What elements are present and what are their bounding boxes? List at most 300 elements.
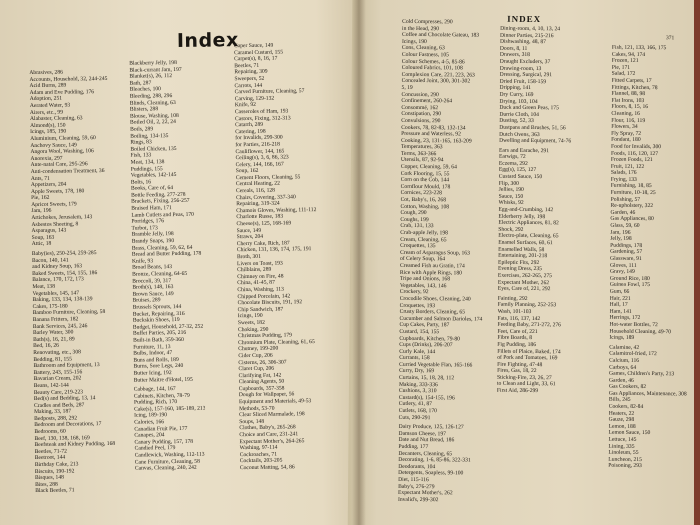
index-entry: Sticking-Fire, 23, 26, 27: [497, 374, 552, 382]
index-entry: Cons, Cleaning, 63: [401, 45, 445, 52]
index-entry: Jellies, 190: [498, 186, 524, 194]
index-entry: Bolts, 16: [130, 179, 152, 186]
index-entry: Dwelling and Equipment, 74-76: [499, 137, 572, 145]
index-entry: Colour Schemes, 4-5, 85-86: [401, 58, 465, 65]
index-entry: Eyes, Care of, 221, 292: [497, 285, 551, 293]
index-entry: Cisterns, 26, 306-307: [238, 358, 287, 366]
index-entry: Calcium, 116: [609, 357, 640, 364]
index-entry: Constipation, 290: [401, 111, 442, 118]
index-entry: Coughs, 199: [400, 216, 429, 223]
index-entry: Coconut Matting, 54, 86: [239, 464, 295, 472]
index-entry: Lining, 335: [608, 443, 635, 450]
index-entry: Expectant Mother's, 264-265: [239, 437, 305, 445]
index-entry: Pressure and Waterless, 92: [401, 130, 461, 138]
index-entry: Baked Sweets, 154, 155, 186: [32, 269, 98, 277]
index-entry: Repairing, 309: [234, 69, 268, 76]
index-entry: Attic, 18: [31, 241, 52, 248]
index-entry: Anti-condensation Treatment, 36: [30, 167, 105, 175]
index-entry: Cakes, 94, 174: [611, 51, 646, 58]
index-entry: Fish, 133: [130, 152, 152, 159]
index-entry: Curtains, 15, 18, 28, 112: [398, 374, 455, 382]
index-entry: Asbestos Sheeting, 8: [31, 221, 79, 228]
index-entry: Vegetables, 145, 147: [32, 289, 80, 297]
index-entry: Exercises, 262-265, 275: [497, 272, 553, 280]
index-entry: Burns, Sore Legs, 240: [133, 363, 184, 370]
index-entry: Curly Kale, 144: [399, 348, 436, 355]
index-entry: Bucket, Repairing, 316: [132, 310, 185, 318]
index-entry: Earwigs, 72: [498, 153, 526, 161]
index-entry: Curry, Dry, 169: [399, 368, 435, 375]
index-entry: Enamelled Walls, 58: [498, 246, 545, 253]
index-entry: Beetles, 71: [234, 62, 260, 69]
index-entry: Barley Water, 300: [32, 329, 74, 337]
index-entry: Cups (Drinks), 206-207: [399, 341, 453, 349]
index-entry: Anchovy Sauce, 149: [30, 141, 77, 149]
index-entry: Clothes, Baby's, 265-268: [239, 424, 296, 432]
index-entry: Cookers, 82-84: [608, 403, 644, 411]
index-column-4: [398, 19, 485, 504]
index-entry: Built-in Bath, 359-360: [133, 336, 184, 344]
index-entry: Cider Cup, 206: [238, 352, 273, 360]
index-entry: Doors, 8, 11: [499, 45, 528, 52]
index-entry: Luncheon, 215: [608, 456, 642, 463]
index-entry: Battery, 243, 155-156: [33, 369, 83, 376]
index-entry: Soup, 162: [235, 168, 259, 175]
index-entry: Butter Maitre d'Hotel, 195: [133, 376, 193, 384]
index-entry: Jelly, 198: [610, 235, 632, 243]
index-entry: Soup, 163: [31, 234, 55, 241]
index-entry: Calamine, 42: [609, 344, 640, 351]
index-entry: Cushions, 3, 310: [398, 388, 437, 395]
index-entry: Dinner Parties, 215-216: [499, 32, 554, 39]
index-entry: Invalid's, 299-302: [397, 496, 439, 503]
index-entry: Furniture, 10-18, 25: [610, 189, 656, 197]
index-entry: Gardening, 57: [610, 249, 643, 256]
index-entry: Appetizers, 204: [30, 181, 67, 189]
index-entry: Dining-room, 4, 10, 13, 24: [500, 25, 561, 33]
index-entry: Games, Children's Party, 213: [609, 370, 675, 378]
index-entry: Durrie Cloth, 104: [499, 111, 539, 118]
index-entry: Bills, 245: [608, 397, 631, 404]
index-entry: Cream of Asparagus Soup, 163: [400, 249, 470, 257]
index-entry: Bath(s), 16, 21, 89: [33, 336, 75, 343]
index-entry: Canadian Fruit Pie, 177: [134, 425, 188, 433]
index-entry: Temperatures, 363: [401, 144, 443, 151]
index-entry: Custard(s), 154-155, 196: [398, 394, 455, 402]
index-entry: Dripping, 141: [499, 85, 531, 92]
page-title: Index: [176, 29, 239, 52]
index-entry: Claret Cup, 206: [238, 365, 275, 373]
index-entry: Candied Peel, 179: [134, 445, 176, 453]
index-entry: Cabinets, Kitchen, 78-79: [133, 392, 190, 400]
index-entry: Fillets of Plaice, Baked, 174: [497, 348, 561, 355]
index-entry: Fires, Gas, 18, 22: [497, 367, 537, 375]
right-page: [348, 0, 700, 525]
index-entry: Carboys, 64: [609, 364, 637, 371]
index-entry: Cupboards, Kitchen, 79-80: [399, 335, 460, 342]
index-entry: Feet, Care of, 221: [497, 328, 538, 335]
index-entry: Braised Ham, 171: [131, 205, 172, 212]
index-entry: Expectant Mother, 262: [497, 279, 550, 286]
index-column-5: [497, 26, 572, 395]
index-entry: Cakes, 175-180: [32, 303, 68, 310]
index-entry: Chip Sandwich, 187: [237, 306, 284, 313]
index-entry: Cold Compresses, 290: [402, 18, 453, 26]
index-entry: Cork Flooring, 15, 55: [400, 170, 450, 177]
index-entry: Fibre Boards, 8: [497, 335, 533, 342]
index-entry: Rice with Apple Rings, 180: [399, 269, 462, 276]
index-entry: Garden, 46: [610, 209, 636, 216]
index-entry: Banana Fritters, 182: [32, 316, 79, 324]
index-entry: Dough for Wallpaper, 56: [238, 391, 295, 399]
index-entry: Cupboards, 357-358: [238, 385, 285, 393]
index-entry: Enamel Surfaces, 60, 61: [498, 239, 553, 247]
index-entry: Chromium Plate, Cleaning, 61, 65: [238, 338, 315, 346]
index-entry: Dustpans and Brushes, 51, 56: [499, 124, 566, 132]
index-entry: Abrasives, 286: [29, 69, 63, 77]
index-entry: Cuts, 290-291: [398, 414, 431, 421]
index-entry: Concussion, 290: [401, 91, 439, 98]
index-entry: Dried Fruit, 158-159: [499, 78, 547, 85]
index-entry: Lettuce, 145: [608, 436, 637, 443]
index-entry: Bleaches, 100: [129, 86, 162, 94]
index-entry: Renovating, etc., 308: [33, 349, 81, 356]
index-entry: Lemon, 188: [608, 423, 636, 430]
index-entry: Apple Sweets, 178, 180: [30, 187, 85, 195]
index-entry: Eczema, 292: [498, 160, 528, 167]
index-entry: Epileptic Fits, 292: [498, 259, 540, 266]
index-entry: Cereals, 116, 128: [235, 187, 276, 195]
index-entry: Butter Icing, 192: [133, 370, 172, 377]
index-entry: Acid Burns, 289: [29, 82, 67, 90]
index-entry: Buffet Parties, 205, 216: [132, 330, 187, 337]
index-entry: Fire Fighting, 47-48: [497, 361, 543, 368]
index-entry: Choice and Care, 231-241: [239, 431, 299, 439]
index-entry: Expectant Mother's, 262: [397, 490, 453, 497]
index-entry: Cake(s), 157-160, 185-189, 213: [134, 405, 206, 413]
index-entry: Fruit, 121, 122: [610, 163, 645, 170]
index-entry: Adoption, 251: [29, 95, 63, 103]
index-entry: Egg-and-Crumbing, 142: [498, 206, 554, 214]
index-entry: Ham, 141: [609, 308, 632, 315]
index-entry: Complexion Care, 221, 223, 263: [401, 71, 475, 79]
index-entry: Soups, 148: [239, 418, 265, 426]
index-entry: Bleeding, 288, 296: [129, 93, 173, 100]
index-entry: Cabbage, 144, 167: [133, 386, 176, 393]
index-entry: Bites, 288: [35, 481, 58, 488]
book-gutter: [352, 0, 366, 525]
index-entry: Bathroom and Equipment, 13: [33, 362, 100, 370]
index-entry: Chocolate Biscuits, 191, 192: [237, 299, 303, 307]
index-entry: Crab, 131, 133: [400, 223, 434, 230]
index-entry: Sauce, 150: [498, 193, 524, 200]
index-entry: Cotton, Washing, 108: [400, 203, 450, 210]
index-entry: Apricot Sweets, 179: [31, 201, 77, 208]
index-entry: Baby(ies), 250-254, 259-285: [31, 250, 97, 258]
index-entry: Drawing-room, 13: [499, 65, 542, 72]
index-entry: Balance, 170, 172, 173: [32, 276, 84, 284]
index-entry: Chamois Gloves, Washing, 111-112: [236, 206, 317, 215]
index-entry: Blanket(s), 26, 112: [129, 73, 173, 80]
index-entry: Cane Furniture, Cleaning, 58: [134, 458, 200, 466]
index-entry: Beans, 142-144: [33, 382, 69, 389]
index-entry: Cookers, 78, 82-83, 132-134: [401, 124, 466, 131]
index-entry: Ants, 71: [30, 175, 50, 182]
index-entry: Chutney, 199-200: [238, 345, 279, 353]
index-entry: Black Beetles, 71: [35, 487, 75, 495]
index-entry: Date and Nut Bread, 186: [398, 437, 455, 444]
index-entry: Colour Fastness, 105: [401, 51, 449, 59]
index-entry: Bulbs, Indoor, 47: [133, 350, 173, 357]
index-entry: Furniture, 11, 13: [133, 343, 171, 351]
index-entry: Dutch Ovens, 363: [499, 131, 540, 138]
index-entry: Cradles and Beds, 287: [33, 402, 85, 409]
index-entry: Foods, 116, 120, 127: [610, 150, 659, 157]
index-entry: Chicken, 131, 136, 174, 175, 191: [236, 246, 312, 254]
index-entry: Glassware, 91: [610, 255, 642, 262]
index-entry: Cocktails, 203-205: [239, 457, 283, 465]
index-entry: Blackberry Jelly, 198: [129, 59, 177, 67]
index-entry: Pudding, Rich, 170: [133, 399, 178, 406]
index-entry: Cleaning, 16: [611, 110, 640, 117]
index-entry: Cement Floors, Cleaning, 55: [235, 174, 301, 182]
index-entry: Utensils, 87, 92-94: [400, 157, 444, 164]
index-entry: Fats, 116, 137, 142: [497, 315, 541, 322]
index-entry: Damson Cheese, 197: [398, 430, 446, 438]
index-entry: Detergents, Soapless, 99-100: [398, 470, 464, 477]
index-entry: Clarifying Fat, 142: [238, 372, 282, 379]
index-entry: Wash, 101-103: [497, 308, 532, 315]
index-entry: Cockroaches, 71: [239, 451, 278, 458]
index-entry: of Celery Soup, 164: [400, 256, 446, 263]
index-entry: Poisoning, 293: [608, 463, 642, 470]
index-entry: Crab-apple Jelly, 198: [400, 229, 448, 237]
index-entry: Cutlets, 168, 170: [398, 407, 437, 415]
index-entry: Tripe and Onions, 168: [399, 276, 451, 283]
index-entry: Ante-natal Care, 295-296: [30, 161, 88, 169]
index-entry: Fittings, Kitchen, 78: [611, 84, 658, 91]
index-entry: China, 41-45, 87: [237, 280, 275, 287]
index-entry: Croquettes, 193: [399, 302, 436, 309]
index-entry: Convulsions, 290: [401, 117, 441, 125]
index-entry: Cup Cakes, Party, 187: [399, 322, 450, 329]
index-entry: Draught Excluders, 37: [499, 58, 551, 66]
index-column-6: [608, 45, 690, 471]
index-entry: Canary Pudding, 157, 178: [134, 438, 194, 446]
index-entry: Almond(s), 150: [30, 122, 66, 129]
index-entry: Electric Appliances, 81, 82: [498, 219, 559, 227]
index-entry: Knife, 92: [234, 102, 256, 109]
index-entry: Cutlery, 41, 87: [398, 401, 433, 408]
index-entry: Diet, 115-116: [398, 476, 429, 484]
index-entry: Broth(s), 148, 163: [132, 284, 174, 291]
index-entry: Charlotte Russe, 183: [236, 213, 284, 221]
index-entry: Fish, 121, 133, 166, 175: [611, 44, 667, 52]
index-entry: Casseroles of Ham, 193: [234, 108, 289, 116]
index-entry: Decanters, Cleaning, 65: [398, 450, 453, 457]
index-entry: Carved Furniture, Cleaning, 57: [234, 88, 305, 96]
index-entry: Elderberry Jelly, 198: [498, 213, 546, 220]
index-entry: Cheese(s), 125, 168-169: [236, 220, 292, 228]
index-entry: Chimney on Fire, 48: [237, 273, 284, 280]
index-entry: Broth, 301: [236, 253, 261, 261]
index-entry: Pie, 162: [31, 195, 50, 202]
index-entry: Frozen Foods, 121: [610, 156, 653, 164]
index-entry: Repairing, 319-324: [236, 200, 280, 208]
index-entry: Bed, 16, 26: [33, 343, 59, 350]
index-entry: Flannel, 88, 98: [611, 90, 646, 98]
index-entry: Bank Services, 245, 246: [32, 322, 88, 330]
index-entry: Icings, 190: [401, 38, 427, 45]
index-entry: Boiled Chicken, 135: [130, 145, 177, 153]
index-entry: Cough, 290: [400, 210, 427, 217]
index-entry: Cauliflower, 144, 165: [235, 148, 285, 155]
index-entry: Beefsteak and Kidney Pudding, 168: [34, 441, 116, 449]
index-entry: Fig Pudding, 186: [497, 341, 537, 348]
index-entry: Blouse, Washing, 108: [129, 112, 179, 120]
index-entry: Budget, Household, 27-32, 252: [132, 323, 204, 331]
index-entry: Terms, 363-366: [400, 150, 437, 158]
index-entry: Jam, 196: [610, 229, 631, 236]
index-entry: Bramble Jelly, 198: [131, 231, 174, 239]
index-entry: Washing, 97-114: [239, 444, 278, 452]
index-entry: Gloves, 111: [609, 262, 637, 269]
index-entry: Cornflour Mould, 178: [400, 183, 451, 191]
index-entry: Coffee and Chocolate Gateau, 183: [401, 32, 480, 39]
index-entry: Blisters, 288: [129, 106, 159, 113]
index-entry: Brass, Cleaning, 59, 62, 64: [131, 244, 193, 252]
index-entry: Lemon Sauce, 150: [608, 430, 651, 437]
index-entry: Livers on Toast, 193: [236, 260, 283, 267]
index-entry: Bed(s) and Bedding, 13, 14: [33, 395, 96, 403]
index-entry: First Aid, 286-299: [496, 387, 539, 395]
index-entry: Evening Dress, 235: [497, 266, 542, 273]
index-entry: Choking, 290: [237, 326, 269, 333]
index-entry: Aerated Water, 93: [29, 102, 71, 110]
index-entry: Decorating, 1-6, 85-86, 322-331: [398, 457, 471, 464]
index-entry: Entertaining, 201-218: [498, 252, 548, 260]
index-entry: China, Washing, 113: [237, 286, 284, 294]
index-entry: Bedroom and Decorations, 17: [34, 421, 102, 429]
index-entry: Guinea Fowl, 175: [609, 282, 651, 289]
index-entry: Flowers, 34: [611, 123, 638, 131]
index-entry: Hair, 221: [609, 295, 631, 302]
index-entry: Bacon, 140, 141: [31, 257, 69, 264]
index-entry: Alabaster, Cleaning, 63: [29, 115, 83, 123]
index-entry: Glass, 59, 60: [610, 222, 640, 229]
index-entry: Food for Invalids, 300: [611, 143, 662, 151]
running-header: INDEX: [507, 13, 542, 25]
index-entry: Concealed Joint, 300, 301-302: [401, 78, 471, 85]
index-entry: Hall, 17: [609, 301, 628, 309]
index-entry: Bamboo Furniture, Cleaning, 58: [32, 309, 106, 317]
index-entry: Polishing, 57: [610, 196, 641, 203]
index-entry: Canapes, 204: [134, 432, 165, 439]
index-entry: Vegetables, 142-145: [130, 172, 177, 179]
index-column-2: [129, 60, 206, 473]
index-entry: Artichokes, Jerusalem, 143: [31, 214, 93, 222]
index-entry: Cleaning Agents, 50: [238, 378, 285, 386]
index-entry: Canvas, Cleaning, 240, 242: [134, 464, 197, 472]
index-entry: Chilblains, 289: [237, 266, 272, 274]
index-entry: Celery, 144, 166, 167: [235, 161, 284, 168]
index-entry: and Kidney Soup, 163: [32, 263, 83, 271]
index-entry: Brackets, Fixing, 256-257: [131, 198, 190, 206]
index-entry: Making, 333-336: [398, 381, 438, 388]
index-entry: Porridges, 176: [131, 218, 165, 225]
index-entry: Bread and Butter Pudding, 178: [131, 250, 202, 258]
index-entry: to Clean and Light, 33, 61: [496, 381, 556, 388]
index-entry: Crusty Borders, Cleaning, 65: [399, 308, 466, 316]
index-entry: Meat, 138: [32, 283, 56, 291]
index-entry: Puddings, 178: [610, 242, 643, 249]
index-entry: Re-upholstery, 322: [610, 202, 654, 210]
index-entry: Bronze, Cleaning, 64-65: [132, 270, 188, 278]
index-entry: Cream, Cleaning, 65: [400, 236, 447, 243]
index-entry: Cornices, 223-228: [400, 190, 442, 197]
index-entry: Straws, 204: [236, 234, 264, 241]
index-entry: Garden, 46: [608, 377, 634, 384]
index-entry: Caramel Custard, 155: [234, 49, 284, 56]
index-entry: Carpet(s), 8, 16, 17: [234, 55, 278, 63]
index-entry: Crockery, 92: [399, 289, 429, 296]
index-entry: Custard Sauce, 150: [498, 173, 543, 181]
index-entry: Chairs, Covering, 337-340: [236, 194, 296, 201]
index-entry: Bath, 287: [129, 80, 152, 87]
index-entry: Flip, 300: [498, 180, 519, 187]
index-entry: Broccoli, 39, 317: [132, 277, 172, 285]
index-entry: Gauze, 298: [608, 416, 635, 424]
index-entry: Herrings, 172: [609, 315, 641, 322]
index-entry: Coloured Fabrics, 101, 108: [401, 65, 463, 72]
index-entry: Consommé, 162: [401, 104, 439, 111]
index-entry: Corn on the Cob, 144: [400, 177, 450, 184]
index-entry: Boiled Oil, 2, 22, 24: [130, 119, 176, 126]
index-entry: Flour, 116, 119: [611, 117, 646, 124]
page-number: 371: [665, 35, 675, 42]
index-entry: Beef, 130, 138, 168, 169: [34, 434, 90, 442]
index-entry: Catarrh, 289: [235, 121, 264, 129]
index-entry: Gravy, 149: [609, 268, 635, 276]
index-entry: Ground Rice, 180: [609, 275, 650, 282]
index-entry: Castors, Fixing, 312-313: [234, 114, 291, 122]
index-entry: Fondant, 180: [611, 137, 641, 144]
index-entry: Bedposts, 288, 292: [34, 415, 78, 422]
index-entry: Boiling, 134-135: [130, 132, 169, 140]
index-entry: Dairy Produce, 125, 126-127: [398, 424, 464, 431]
index-entry: Baking, 133, 134, 138-139: [32, 296, 93, 304]
index-entry: Caper Sauce, 149: [233, 42, 274, 50]
index-entry: Whisks, 92: [498, 200, 524, 207]
index-entry: Icings, 185, 190: [30, 128, 67, 136]
index-entry: Black-currant Jam, 197: [129, 66, 182, 74]
index-entry: Birthday Cake, 213: [34, 461, 79, 469]
index-entry: Adam and Eve Pudding, 176: [29, 88, 95, 96]
index-entry: Furnishing, 18, 85: [610, 183, 652, 190]
index-entry: Central Heating, 22: [235, 181, 280, 188]
index-entry: Crocodile Shoes, Cleaning, 240: [399, 295, 471, 303]
index-entry: Catering, 198: [235, 128, 266, 135]
index-entry: Buckskin Shoes, 119: [132, 317, 180, 324]
index-entry: Carrots, 144: [234, 82, 263, 89]
index-entry: 5, 19: [401, 84, 413, 91]
index-entry: Gas Appliances, 80: [610, 216, 654, 223]
index-entry: Heaters, 22: [608, 410, 635, 417]
index-entry: Bruises, 289: [132, 297, 161, 305]
index-entry: Creamed Fish au Gratin, 174: [399, 262, 465, 270]
index-entry: Buns and Rolls, 189: [133, 356, 179, 364]
index-entry: Ceiling(s), 3, 6, 86, 323: [235, 154, 289, 162]
